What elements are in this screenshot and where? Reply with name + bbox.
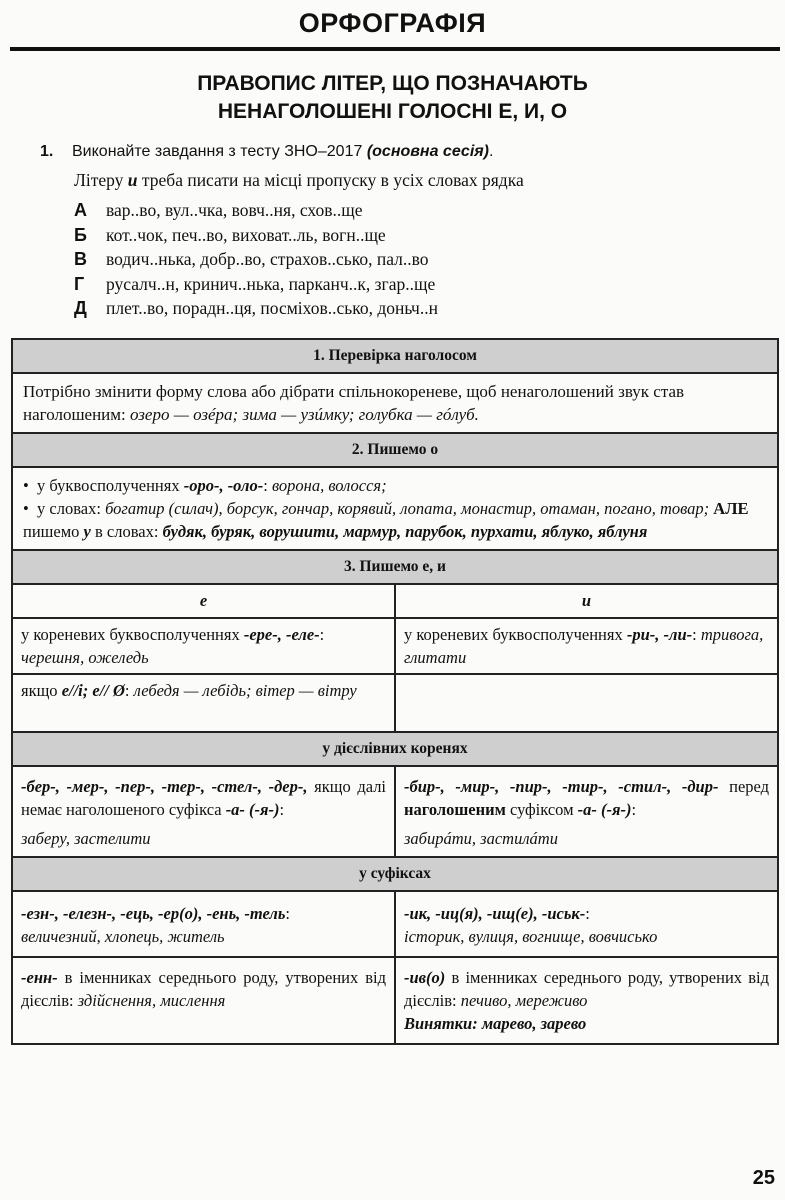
cell-text: у кореневих буквосполученнях — [404, 625, 623, 644]
cell-forms: -ив(о) — [404, 968, 446, 987]
cell-examples: лебедя — лебідь; вітер — вітру — [133, 681, 357, 700]
rule-cell: -бер-, -мер-, -пер-, -тер-, -стел-, -дер-, якщо далі немає наголошеного суфікса -а- (-я-): заберу, застелити — [12, 766, 395, 857]
rule-header-stress-check: 1. Перевірка наголосом — [12, 339, 778, 373]
answer-option — [74, 200, 438, 225]
rule-cell: -езн-, -елезн-, -ець, -ер(о), -ень, -тель: величезний, хлопець, житель — [12, 891, 395, 957]
exception-words: будяк, буряк, ворушити, мармур, парубок, пурхати, яблуко, яблуня — [162, 522, 648, 541]
rule-cell-empty — [395, 674, 778, 732]
rules-table — [11, 338, 779, 1045]
rule-write-o-body — [12, 467, 778, 550]
bullet-forms: -оро-, -оло- — [183, 476, 264, 495]
cell-text: в іменниках середнього роду, утворених від дієслів: — [404, 968, 769, 1010]
stress-check-text: Потрібно змінити форму слова або дібрати спільнокореневе, щоб ненаголошений звук став наголошеним: — [23, 382, 685, 424]
answer-option — [74, 225, 438, 250]
stress-check-examples: озеро — озéра; зима — узúмку; голубка — гóлуб. — [130, 405, 479, 424]
rule-cell: у кореневих буквосполученнях -ри-, -ли-: тривога, глитати — [395, 618, 778, 674]
rule-stress-check-body — [12, 373, 778, 433]
rule-cell — [395, 957, 778, 1044]
but-letter: у — [83, 522, 91, 541]
bullet-text: у словах: — [37, 499, 101, 518]
chapter-title: ОРФОГРАФІЯ — [298, 8, 487, 38]
option-letter: Б — [74, 224, 87, 245]
cell-forms: -бир-, -мир-, -пир-, -тир-, -стил-, -дир- — [404, 777, 719, 796]
cell-text: суфіксом — [510, 800, 574, 819]
cell-examples: печиво, мереживо — [460, 991, 588, 1010]
cell-suffix: -а- (-я-) — [225, 800, 280, 819]
column-header-i: и — [395, 584, 778, 618]
cell-forms: -ере-, -еле- — [243, 625, 320, 644]
cell-examples: величезний, хлопець, житель — [21, 927, 225, 946]
cell-bold-text: наголошеним — [404, 800, 506, 819]
bullet-examples: богатир (силач), борсук, гончар, корявий, лопата, монастир, отаман, погано, товар; — [105, 499, 710, 518]
header-divider — [10, 47, 780, 51]
option-text: вар..во, вул..чка, вовч..ня, схов..ще — [106, 200, 363, 220]
option-letter: Д — [74, 298, 87, 318]
option-letter: Г — [74, 273, 85, 294]
cell-examples: тривога, глитати — [404, 625, 764, 667]
answer-option — [74, 274, 438, 299]
rule-header-write-e-i: 3. Пишемо е, и — [12, 550, 778, 584]
prompt-end: треба писати на місці пропуску в усіх словах рядка — [141, 170, 524, 190]
cell-examples: здійснення, мислення — [77, 991, 226, 1010]
rule-header-verb-roots: у дієслівних коренях — [12, 732, 778, 766]
rule-header-write-o: 2. Пишемо о — [12, 433, 778, 467]
section-title-line2: НЕНАГОЛОШЕНІ ГОЛОСНІ Е, И, О — [217, 100, 568, 123]
option-letter: В — [74, 249, 87, 269]
option-letter: А — [74, 200, 87, 220]
rule-cell: -бир-, -мир-, -пир-, -тир-, -стил-, -дир- перед наголошеним суфіксом -а- (-я-): забирáти, застилáти — [395, 766, 778, 857]
cell-suffix: -а- (-я-) — [577, 800, 632, 819]
option-text: водич..нька, добр..во, страхов..сько, пал..во — [106, 249, 429, 269]
exercise-session: (основна сесія) — [366, 143, 490, 160]
cell-forms: -ри-, -ли- — [626, 625, 693, 644]
column-header-e: е — [12, 584, 395, 618]
cell-examples: забирáти, застилáти — [404, 829, 558, 848]
cell-examples: заберу, застелити — [21, 829, 151, 848]
cell-forms: -езн-, -елезн-, -ець, -ер(о), -ень, -тель — [21, 904, 286, 923]
exercise-number: 1. — [40, 143, 54, 160]
cell-text: у кореневих буквосполученнях — [21, 625, 240, 644]
cell-examples: історик, вулиця, вогнище, вовчисько — [404, 927, 658, 946]
option-text: плет..во, порадн..ця, посміхов..сько, доньч..н — [106, 298, 438, 318]
section-title — [0, 70, 785, 126]
cell-forms: -бер-, -мер-, -пер-, -тер-, -стел-, -дер-, — [21, 777, 308, 796]
but-text: пишемо — [23, 522, 80, 541]
rule-header-suffixes: у суфіксах — [12, 857, 778, 891]
cell-text: в іменниках середнього роду, утворених від дієслів: — [21, 968, 386, 1010]
answer-option — [74, 298, 438, 323]
option-text: русалч..н, кринич..нька, парканч..к, згар..ще — [106, 273, 436, 294]
cell-forms: -ик, -иц(я), -ищ(е), -иськ- — [404, 904, 586, 923]
but-label: АЛЕ — [713, 499, 749, 518]
rule-cell: -ик, -иц(я), -ищ(е), -иськ-: історик, вулиця, вогнище, вовчисько — [395, 891, 778, 957]
rule-cell: у кореневих буквосполученнях -ере-, -еле-: черешня, ожеледь — [12, 618, 395, 674]
exercise-prompt — [74, 170, 524, 191]
exceptions-words: марево, зарево — [481, 1014, 587, 1033]
cell-forms: -енн- — [21, 968, 58, 987]
rule-cell: якщо е//і; е// Ø: лебедя — лебідь; вітер — вітру — [12, 674, 395, 732]
cell-text: перед — [729, 777, 770, 796]
exceptions-label: Винятки: — [404, 1014, 478, 1033]
bullet-text: у буквосполученнях — [37, 476, 180, 495]
bullet-examples: ворона, волосся; — [271, 476, 387, 495]
cell-forms: е//і; е// Ø — [61, 681, 125, 700]
prompt-start: Літеру — [74, 170, 124, 190]
page-number: 25 — [752, 1167, 775, 1189]
exercise-instruction-text: Виконайте завдання з тесту ЗНО–2017 — [72, 143, 363, 160]
but-in-words: в словах: — [94, 522, 159, 541]
cell-text: якщо — [21, 681, 58, 700]
rule-bullet: • у словах: богатир (силач), борсук, гончар, корявий, лопата, монастир, отаман, погано, товар; АЛЕ пишемо у в словах: будяк, буряк, ворушити, мармур, парубок, пурхати, яблуко, яблуня — [23, 499, 749, 541]
cell-text: якщо далі немає наголошеного суфікса — [21, 777, 387, 819]
rule-cell — [12, 957, 395, 1044]
prompt-letter: и — [127, 170, 138, 190]
section-title-line1: ПРАВОПИС ЛІТЕР, ЩО ПОЗНАЧАЮТЬ — [197, 72, 588, 95]
answer-options — [74, 200, 438, 323]
rule-bullet: • у буквосполученнях -оро-, -оло-: ворона, волосся; — [23, 476, 387, 495]
answer-option — [74, 249, 438, 274]
cell-examples: черешня, ожеледь — [21, 648, 149, 667]
option-text: кот..чок, печ..во, виховат..ль, вогн..ще — [106, 224, 386, 245]
exercise-instruction: 1. Виконайте завдання з тесту ЗНО–2017 (основна сесія). — [40, 143, 494, 160]
